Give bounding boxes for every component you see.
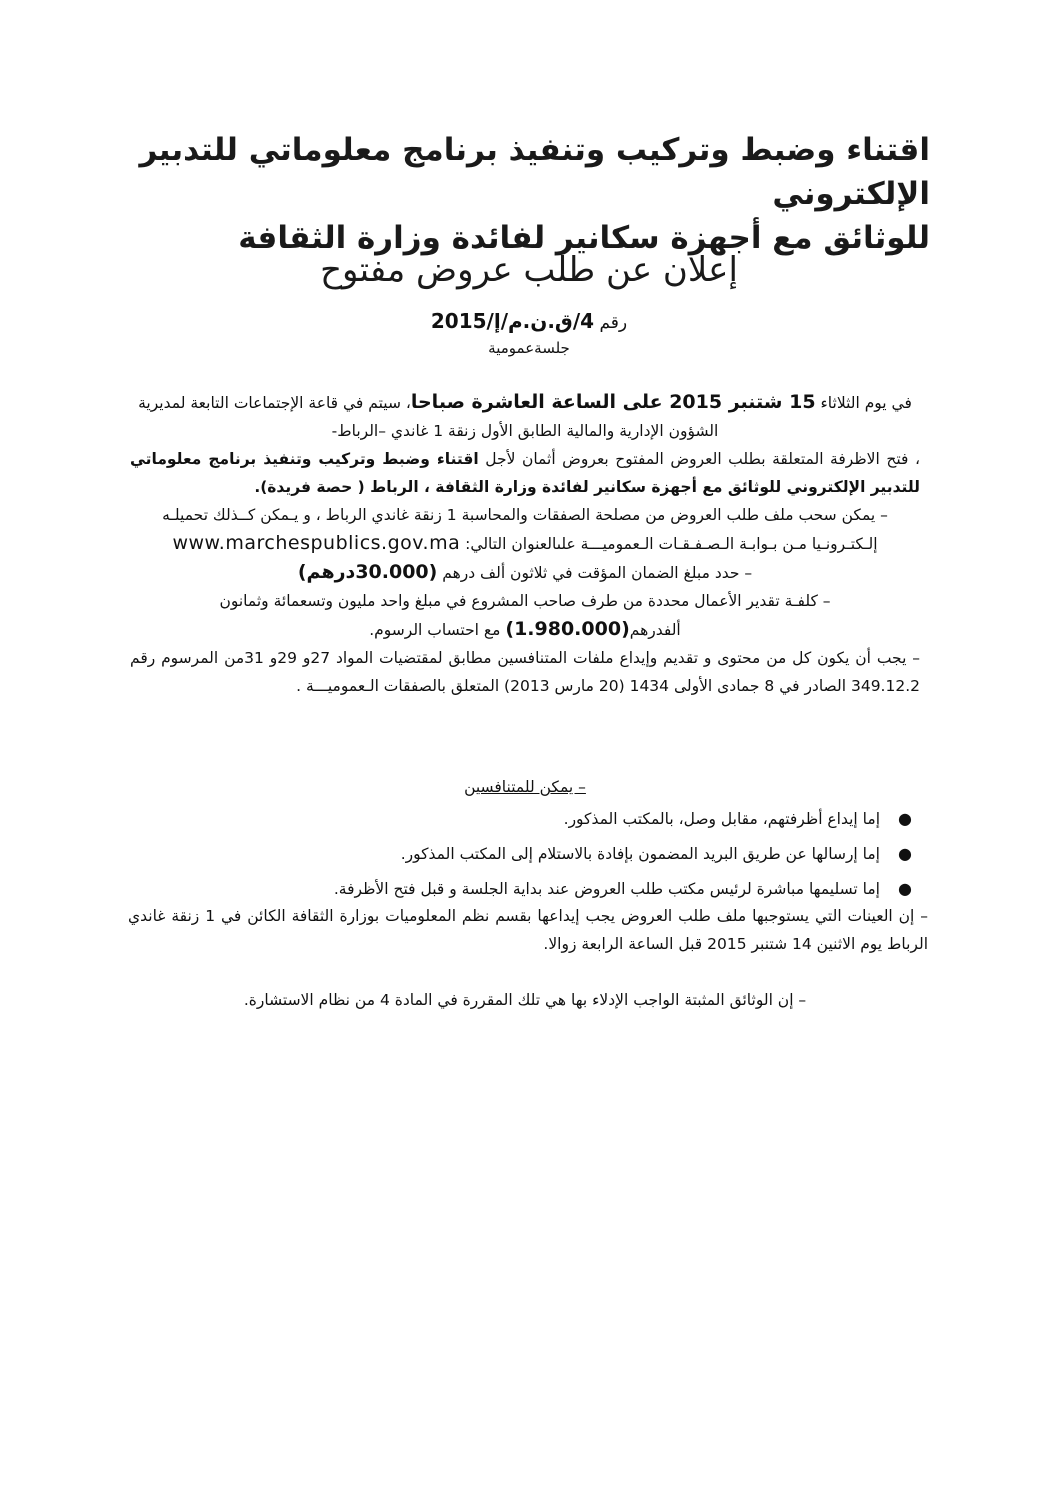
document-title [110, 128, 930, 260]
file-download-text: – يمكن سحب ملف طلب العروض من مصلحة الصفقات والمحاسبة 1 زنقة غاندي الرباط ، و يـمكن كــذلك تحميلـه إلـكتـرونـيا مـن بـوابـة الـصـفـقـات الـعموميـــة علىالعنوان التالي: [162, 506, 888, 553]
submission-option-text: إما إيداع أظرفتهم، مقابل وصل، بالمكتب المذكور. [563, 810, 880, 828]
cost-estimate-text: – كلفـة تقدير الأعمال محددة من طرف صاحب المشروع في مبلغ واحد مليون وتسعمائة وثمانون ألفدرهم [219, 592, 831, 639]
reference-line [0, 308, 1058, 336]
title-line-1: اقتناء وضبط وتركيب وتنفيذ برنامج معلوماتي للتدبير الإلكتروني [139, 132, 930, 212]
competitors-lead [130, 773, 920, 801]
announcement-body [130, 388, 920, 700]
opening-location: ، سيتم في قاعة الإجتماعات التابعة لمديرية الشؤون الإدارية والمالية الطابق الأول زنقة 1 غاندي –الرباط- [138, 394, 719, 440]
opening-paragraph [130, 388, 920, 445]
samples-text: – إن العينات التي يستوجبها ملف طلب العروض يجب إيداعها بقسم نظم المعلوميات بوزارة الثقافة الكائن في 1 زنقة غاندي الرباط يوم الاثنين 14 شتنبر 2015 قبل الساعة الرابعة زوالا. [128, 907, 929, 953]
opening-date: 15 شتنبر 2015 على الساعة العاشرة صباحا [410, 391, 816, 413]
guarantee-paragraph [130, 558, 920, 587]
object-paragraph [130, 445, 920, 501]
submission-option-text: إما إرسالها عن طريق البريد المضمون بإفادة بالاستلام إلى المكتب المذكور. [400, 845, 880, 863]
supporting-documents-paragraph: – إن الوثائق المثبتة الواجب الإدلاء بها هي تلك المقررة في المادة 4 من نظام الاستشارة. [243, 991, 807, 1009]
cost-estimate-paragraph [130, 587, 920, 644]
announcement-heading: إعلان عن طلب عروض مفتوح [320, 250, 738, 290]
guarantee-text: – حدد مبلغ الضمان المؤقت في ثلاثون ألف درهم [437, 564, 753, 582]
cost-estimate-amount: (1.980.000) [505, 618, 630, 640]
object-intro: ، فتح الاظرفة المتعلقة بطلب العروض المفتوح بعروض أثمان لأجل [478, 450, 920, 468]
opening-date-intro: في يوم الثلاثاء [815, 394, 912, 412]
list-item [130, 805, 920, 833]
compliance-paragraph: – يجب أن يكون كل من محتوى و تقديم وإيداع ملفات المتنافسين مطابق لمقتضيات المواد 27و 29و 31من المرسوم رقم 349.12.2 الصادر في 8 جمادى الأولى 1434 (20 مارس 2013) المتعلق بالصفقات الـعموميـــة . [130, 649, 920, 695]
samples-paragraph [128, 902, 928, 958]
file-download-paragraph [130, 501, 920, 558]
cost-estimate-suffix: مع احتساب الرسوم. [369, 621, 506, 639]
object-title: اقتناء وضبط وتركيب وتنفيذ برنامج معلوماتي للتدبير الإلكتروني للوثائق مع أجهزة سكانير لفائدة وزارة الثقافة ، الرباط ( حصة فريدة). [130, 450, 920, 496]
competitors-section [130, 773, 920, 910]
reference-number: 4/ق.ن.م/إ/2015 [430, 309, 595, 333]
submission-options-list [130, 805, 920, 903]
bullet-icon: ● [898, 879, 912, 898]
competitors-lead-text: – يمكن للمتنافسين [464, 778, 586, 796]
session-type: جلسةعمومية [488, 339, 570, 357]
bullet-icon: ● [898, 809, 912, 828]
list-item [130, 875, 920, 903]
reference-prefix: رقم [594, 313, 628, 333]
title-line-2: للوثائق مع أجهزة سكانير لفائدة وزارة الثقافة [238, 220, 930, 256]
submission-option-text: إما تسليمها مباشرة لرئيس مكتب طلب العروض عند بداية الجلسة و قبل فتح الأظرفة. [333, 880, 880, 898]
list-item [130, 840, 920, 868]
guarantee-amount: (30.000درهم) [297, 561, 438, 583]
bullet-icon: ● [898, 844, 912, 863]
portal-url-link[interactable]: www.marchespublics.gov.ma [172, 532, 461, 554]
